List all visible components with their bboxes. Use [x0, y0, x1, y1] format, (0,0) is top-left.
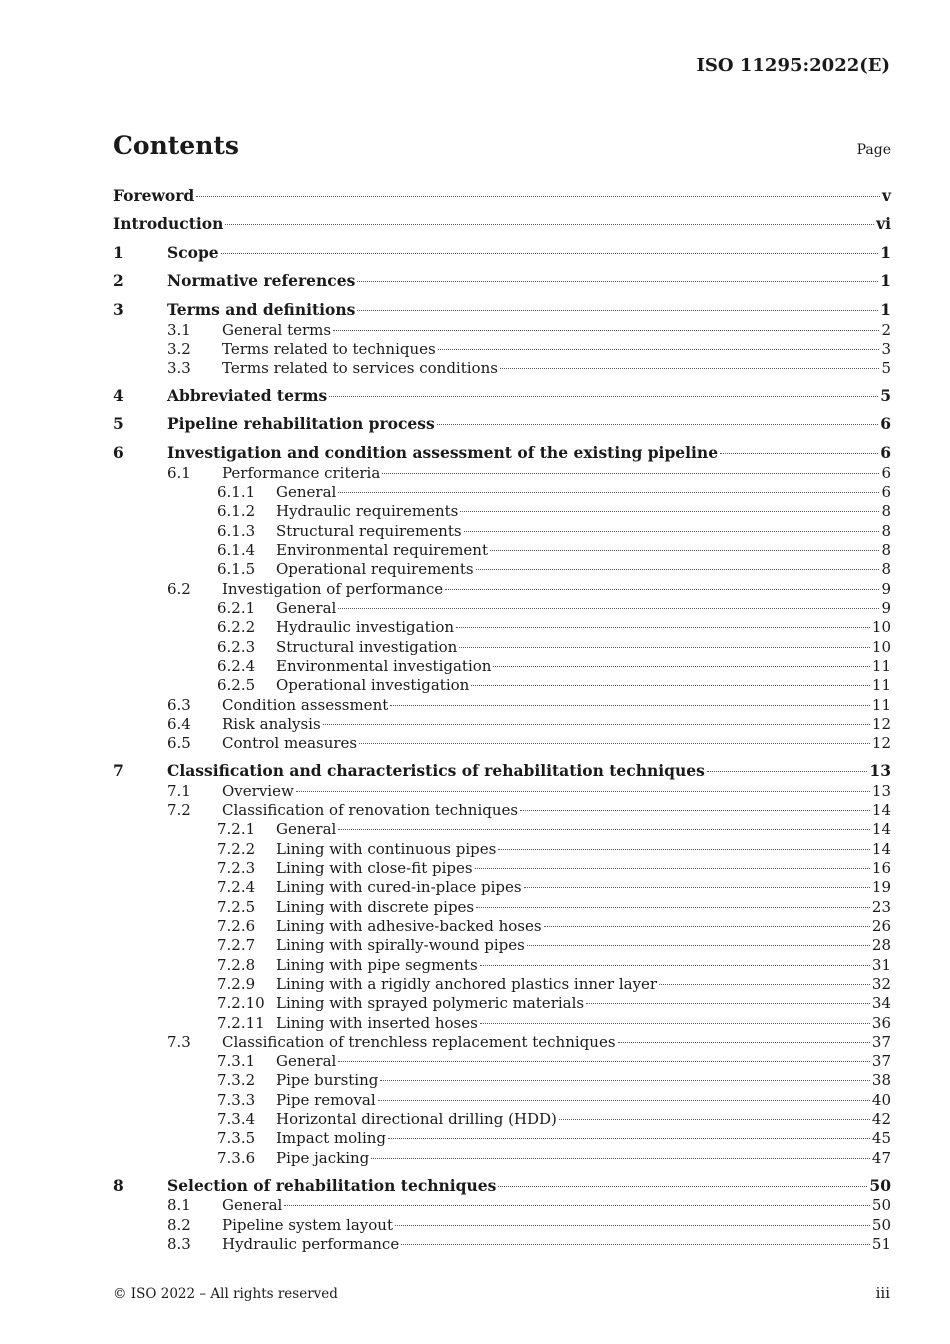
toc-entry-number: 3.2 — [167, 340, 191, 358]
toc-entry[interactable] — [113, 935, 891, 955]
toc-entry-page: 42 — [871, 1110, 891, 1128]
toc-entry-page: 1 — [880, 243, 891, 262]
toc-entry-number: 2 — [113, 271, 124, 290]
toc-entry-number: 6.1.1 — [217, 483, 256, 501]
toc-dot-leader — [380, 1080, 870, 1081]
toc-dot-leader — [544, 926, 870, 927]
toc-entry-page: 32 — [871, 975, 891, 993]
toc-dot-leader — [438, 349, 880, 350]
toc-entry-page: 36 — [871, 1014, 891, 1032]
toc-entry-number: 7.3.5 — [217, 1129, 256, 1147]
toc-entry[interactable] — [113, 974, 891, 994]
toc-entry-title: Lining with continuous pipes — [276, 840, 497, 858]
toc-dot-leader — [338, 492, 879, 493]
toc-entry-number: 6.2 — [167, 580, 191, 598]
toc-dot-leader — [382, 473, 879, 474]
toc-entry[interactable] — [113, 1070, 891, 1090]
toc-entry-number: 7.2.1 — [217, 820, 256, 838]
toc-entry-page: vi — [876, 214, 891, 233]
toc-entry[interactable] — [113, 839, 891, 859]
toc-entry-page: 8 — [881, 560, 891, 578]
toc-entry-page: 2 — [881, 321, 891, 339]
toc-entry-page: 6 — [880, 443, 891, 462]
toc-entry-title: Pipe jacking — [276, 1149, 370, 1167]
toc-entry[interactable] — [113, 675, 891, 695]
toc-entry-page: 14 — [871, 801, 891, 819]
toc-entry-number: 8 — [113, 1176, 124, 1195]
toc-entry-title: Selection of rehabilitation techniques — [167, 1176, 497, 1195]
toc-entry[interactable] — [113, 897, 891, 917]
toc-entry-page: v — [881, 186, 891, 205]
toc-entry[interactable] — [113, 579, 891, 599]
toc-entry-title: Impact moling — [276, 1129, 387, 1147]
toc-entry-title: Lining with sprayed polymeric materials — [276, 994, 585, 1012]
toc-entry-number: 3.1 — [167, 321, 191, 339]
toc-entry-title: Terms related to services conditions — [222, 359, 498, 377]
toc-entry-number: 6.1.4 — [217, 541, 256, 559]
toc-dot-leader — [445, 589, 879, 590]
toc-entry-page: 8 — [881, 522, 891, 540]
toc-entry-number: 7.3 — [167, 1033, 191, 1051]
toc-entry-page: 1 — [880, 300, 891, 319]
toc-entry-title: General — [276, 820, 337, 838]
toc-entry-title: Lining with spirally-wound pipes — [276, 936, 525, 954]
toc-entry-number: 7.2.9 — [217, 975, 256, 993]
toc-entry-title: Investigation and condition assessment of the existing pipeline — [167, 443, 719, 462]
toc-entry-page: 5 — [880, 386, 891, 405]
toc-entry-title: Introduction — [113, 214, 224, 233]
toc-entry-number: 1 — [113, 243, 124, 262]
toc-entry-title: Pipe removal — [276, 1091, 376, 1109]
toc-entry-page: 9 — [881, 580, 891, 598]
toc-entry-title: Performance criteria — [222, 464, 381, 482]
toc-entry[interactable] — [113, 482, 891, 502]
toc-entry-title: Scope — [167, 243, 219, 262]
toc-entry-page: 12 — [871, 715, 891, 733]
toc-entry-title: Hydraulic performance — [222, 1235, 400, 1253]
toc-dot-leader — [333, 330, 879, 331]
toc-entry-number: 7.3.4 — [217, 1110, 256, 1128]
toc-entry-number: 7.2 — [167, 801, 191, 819]
toc-entry-title: Classification and characteristics of rehabilitation techniques — [167, 761, 705, 780]
toc-dot-leader — [476, 569, 880, 570]
toc-entry-title: Pipeline rehabilitation process — [167, 414, 435, 433]
toc-entry-title: Foreword — [113, 186, 195, 205]
toc-entry-number: 7.2.6 — [217, 917, 256, 935]
footer-copyright: © ISO 2022 – All rights reserved — [113, 1286, 338, 1302]
toc-entry-number: 7.2.5 — [217, 898, 256, 916]
toc-dot-leader — [371, 1158, 870, 1159]
toc-dot-leader — [221, 253, 879, 254]
toc-dot-leader — [323, 724, 870, 725]
document-id: ISO 11295:2022(E) — [696, 55, 890, 76]
toc-entry[interactable] — [113, 414, 891, 434]
toc-entry[interactable] — [113, 617, 891, 637]
toc-entry[interactable] — [113, 501, 891, 521]
toc-entry-number: 7.2.2 — [217, 840, 256, 858]
toc-entry[interactable] — [113, 877, 891, 897]
toc-entry[interactable] — [113, 1090, 891, 1110]
toc-entry-number: 8.1 — [167, 1196, 191, 1214]
toc-dot-leader — [338, 1061, 870, 1062]
toc-entry-number: 7.2.4 — [217, 878, 256, 896]
toc-dot-leader — [460, 511, 879, 512]
toc-dot-leader — [329, 396, 878, 397]
toc-entry-title: Classification of renovation techniques — [222, 801, 519, 819]
toc-entry-title: Pipeline system layout — [222, 1216, 393, 1234]
toc-dot-leader — [338, 608, 879, 609]
toc-entry-number: 6.2.2 — [217, 618, 256, 636]
toc-entry-title: Classification of trenchless replacement techniques — [222, 1033, 616, 1051]
toc-entry-title: Abbreviated terms — [167, 386, 328, 405]
toc-entry-page: 3 — [881, 340, 891, 358]
toc-entry-title: Lining with close-fit pipes — [276, 859, 473, 877]
toc-entry-page: 47 — [871, 1149, 891, 1167]
toc-entry-page: 6 — [881, 464, 891, 482]
toc-entry[interactable] — [113, 598, 891, 618]
toc-dot-leader — [357, 281, 878, 282]
toc-dot-leader — [500, 368, 880, 369]
toc-entry-title: Pipe bursting — [276, 1071, 379, 1089]
toc-dot-leader — [498, 849, 870, 850]
toc-entry[interactable] — [113, 463, 891, 483]
toc-entry-title: General — [276, 483, 337, 501]
toc-dot-leader — [520, 810, 870, 811]
toc-entry-page: 13 — [869, 761, 891, 780]
toc-dot-leader — [296, 791, 870, 792]
toc-entry-number: 3.3 — [167, 359, 191, 377]
toc-dot-leader — [225, 224, 874, 225]
toc-entry-page: 14 — [871, 820, 891, 838]
toc-entry[interactable] — [113, 637, 891, 657]
toc-dot-leader — [359, 743, 870, 744]
toc-entry-title: Terms related to techniques — [222, 340, 436, 358]
toc-entry[interactable] — [113, 761, 891, 781]
toc-dot-leader — [475, 868, 870, 869]
toc-entry-title: Hydraulic requirements — [276, 502, 459, 520]
toc-dot-leader — [401, 1244, 870, 1245]
toc-dot-leader — [357, 310, 878, 311]
toc-entry-page: 37 — [871, 1052, 891, 1070]
toc-entry-number: 6.2.4 — [217, 657, 256, 675]
toc-entry-number: 7.1 — [167, 782, 191, 800]
toc-dot-leader — [456, 627, 870, 628]
toc-entry-title: Hydraulic investigation — [276, 618, 455, 636]
toc-entry-number: 4 — [113, 386, 124, 405]
toc-entry-page: 38 — [871, 1071, 891, 1089]
toc-entry[interactable] — [113, 243, 891, 263]
toc-entry-number: 6.1.3 — [217, 522, 256, 540]
toc-entry[interactable] — [113, 800, 891, 820]
toc-entry-page: 19 — [871, 878, 891, 896]
toc-dot-leader — [618, 1042, 870, 1043]
toc-entry-number: 6 — [113, 443, 124, 462]
toc-entry-page: 11 — [871, 696, 891, 714]
toc-entry-number: 8.2 — [167, 1216, 191, 1234]
toc-entry-title: Terms and definitions — [167, 300, 356, 319]
toc-entry[interactable] — [113, 1051, 891, 1071]
toc-entry[interactable] — [113, 521, 891, 541]
toc-entry-title: Lining with a rigidly anchored plastics inner layer — [276, 975, 658, 993]
toc-dot-leader — [464, 531, 880, 532]
toc-entry-title: Normative references — [167, 271, 356, 290]
toc-dot-leader — [527, 945, 870, 946]
toc-entry[interactable] — [113, 1128, 891, 1148]
footer-page-number: iii — [875, 1284, 890, 1302]
toc-entry-title: Condition assessment — [222, 696, 389, 714]
toc-entry[interactable] — [113, 1215, 891, 1235]
toc-entry-number: 6.2.5 — [217, 676, 256, 694]
toc-dot-leader — [459, 647, 870, 648]
toc-entry-page: 5 — [881, 359, 891, 377]
toc-entry-page: 31 — [871, 956, 891, 974]
toc-entry[interactable] — [113, 656, 891, 676]
toc-entry-page: 1 — [880, 271, 891, 290]
toc-entry-title: Lining with pipe segments — [276, 956, 478, 974]
toc-entry[interactable] — [113, 1234, 891, 1254]
toc-entry-number: 7.3.3 — [217, 1091, 256, 1109]
toc-dot-leader — [476, 907, 870, 908]
toc-entry-page: 10 — [871, 638, 891, 656]
toc-entry-page: 16 — [871, 859, 891, 877]
toc-entry[interactable] — [113, 1148, 891, 1168]
toc-entry-number: 7.3.1 — [217, 1052, 256, 1070]
toc-entry-page: 26 — [871, 917, 891, 935]
toc-entry-page: 50 — [871, 1196, 891, 1214]
toc-entry[interactable] — [113, 214, 891, 234]
toc-entry-title: Lining with adhesive-backed hoses — [276, 917, 542, 935]
toc-entry-number: 8.3 — [167, 1235, 191, 1253]
toc-entry[interactable] — [113, 271, 891, 291]
toc-entry-title: Operational investigation — [276, 676, 470, 694]
toc-entry-page: 45 — [871, 1129, 891, 1147]
toc-entry-number: 7.2.3 — [217, 859, 256, 877]
page-column-label: Page — [856, 142, 891, 158]
toc-entry-number: 7 — [113, 761, 124, 780]
toc-entry[interactable] — [113, 540, 891, 560]
toc-dot-leader — [390, 705, 870, 706]
toc-dot-leader — [480, 1023, 870, 1024]
toc-entry[interactable] — [113, 320, 891, 340]
toc-entry[interactable] — [113, 1195, 891, 1215]
toc-entry-title: Environmental requirement — [276, 541, 488, 559]
toc-dot-leader — [388, 1138, 870, 1139]
toc-dot-leader — [437, 424, 878, 425]
toc-entry[interactable] — [113, 186, 891, 206]
toc-entry[interactable] — [113, 1109, 891, 1129]
toc-dot-leader — [659, 984, 870, 985]
toc-entry-number: 6.5 — [167, 734, 191, 752]
toc-dot-leader — [586, 1003, 870, 1004]
toc-entry-number: 6.1 — [167, 464, 191, 482]
toc-dot-leader — [524, 887, 870, 888]
toc-entry-page: 13 — [871, 782, 891, 800]
toc-entry[interactable] — [113, 443, 891, 463]
toc-entry[interactable] — [113, 714, 891, 734]
toc-entry-page: 6 — [880, 414, 891, 433]
toc-entry[interactable] — [113, 300, 891, 320]
toc-entry-title: Operational requirements — [276, 560, 474, 578]
toc-entry-page: 34 — [871, 994, 891, 1012]
toc-dot-leader — [480, 965, 870, 966]
toc-entry-page: 8 — [881, 502, 891, 520]
toc-dot-leader — [490, 550, 879, 551]
toc-entry-page: 8 — [881, 541, 891, 559]
toc-entry[interactable] — [113, 695, 891, 715]
toc-entry-title: Risk analysis — [222, 715, 321, 733]
toc-entry-title: Overview — [222, 782, 294, 800]
toc-dot-leader — [284, 1205, 870, 1206]
toc-entry[interactable] — [113, 993, 891, 1013]
toc-entry-number: 7.2.8 — [217, 956, 256, 974]
toc-entry-title: Horizontal directional drilling (HDD) — [276, 1110, 557, 1128]
toc-dot-leader — [196, 196, 880, 197]
toc-dot-leader — [395, 1225, 870, 1226]
toc-entry-page: 12 — [871, 734, 891, 752]
toc-entry-number: 6.4 — [167, 715, 191, 733]
toc-entry-number: 7.2.10 — [217, 994, 265, 1012]
toc-entry[interactable] — [113, 781, 891, 801]
toc-entry-number: 7.2.7 — [217, 936, 256, 954]
toc-entry-page: 28 — [871, 936, 891, 954]
toc-entry-title: Environmental investigation — [276, 657, 492, 675]
toc-entry-page: 23 — [871, 898, 891, 916]
toc-entry[interactable] — [113, 1032, 891, 1052]
toc-entry-page: 6 — [881, 483, 891, 501]
toc-entry-page: 9 — [881, 599, 891, 617]
toc-entry[interactable] — [113, 733, 891, 753]
toc-entry[interactable] — [113, 858, 891, 878]
toc-entry-number: 6.2.1 — [217, 599, 256, 617]
toc-entry-title: Structural requirements — [276, 522, 462, 540]
toc-entry[interactable] — [113, 1013, 891, 1033]
toc-entry-number: 6.2.3 — [217, 638, 256, 656]
toc-entry[interactable] — [113, 955, 891, 975]
toc-dot-leader — [471, 685, 870, 686]
toc-entry[interactable] — [113, 358, 891, 378]
toc-dot-leader — [707, 771, 868, 772]
toc-entry-title: Control measures — [222, 734, 358, 752]
toc-dot-leader — [720, 453, 878, 454]
toc-entry-page: 50 — [869, 1176, 891, 1195]
toc-entry[interactable] — [113, 916, 891, 936]
toc-dot-leader — [559, 1119, 870, 1120]
toc-entry[interactable] — [113, 386, 891, 406]
toc-entry-page: 51 — [871, 1235, 891, 1253]
toc-entry-number: 6.3 — [167, 696, 191, 714]
toc-entry-number: 6.1.2 — [217, 502, 256, 520]
toc-entry-number: 7.2.11 — [217, 1014, 265, 1032]
toc-entry-title: General — [276, 1052, 337, 1070]
toc-entry-page: 14 — [871, 840, 891, 858]
toc-entry-page: 40 — [871, 1091, 891, 1109]
toc-dot-leader — [498, 1186, 867, 1187]
toc-entry-title: Lining with discrete pipes — [276, 898, 475, 916]
toc-entry[interactable] — [113, 1176, 891, 1196]
toc-entry-page: 10 — [871, 618, 891, 636]
toc-entry-number: 6.1.5 — [217, 560, 256, 578]
toc-entry[interactable] — [113, 559, 891, 579]
toc-entry-title: Lining with inserted hoses — [276, 1014, 478, 1032]
toc-entry-page: 50 — [871, 1216, 891, 1234]
toc-entry-page: 11 — [871, 657, 891, 675]
toc-entry-page: 11 — [871, 676, 891, 694]
toc-entry-title: General terms — [222, 321, 332, 339]
toc-entry-page: 37 — [871, 1033, 891, 1051]
contents-heading: Contents — [113, 131, 240, 160]
toc-entry-number: 3 — [113, 300, 124, 319]
toc-entry-number: 7.3.2 — [217, 1071, 256, 1089]
toc-entry[interactable] — [113, 339, 891, 359]
toc-dot-leader — [378, 1100, 870, 1101]
toc-entry[interactable] — [113, 819, 891, 839]
toc-entry-number: 5 — [113, 414, 124, 433]
toc-dot-leader — [338, 829, 870, 830]
toc-entry-number: 7.3.6 — [217, 1149, 256, 1167]
toc-entry-title: Investigation of performance — [222, 580, 444, 598]
toc-entry-title: Lining with cured-in-place pipes — [276, 878, 522, 896]
toc-entry-title: General — [222, 1196, 283, 1214]
toc-dot-leader — [493, 666, 869, 667]
toc-entry-title: General — [276, 599, 337, 617]
toc-entry-title: Structural investigation — [276, 638, 458, 656]
